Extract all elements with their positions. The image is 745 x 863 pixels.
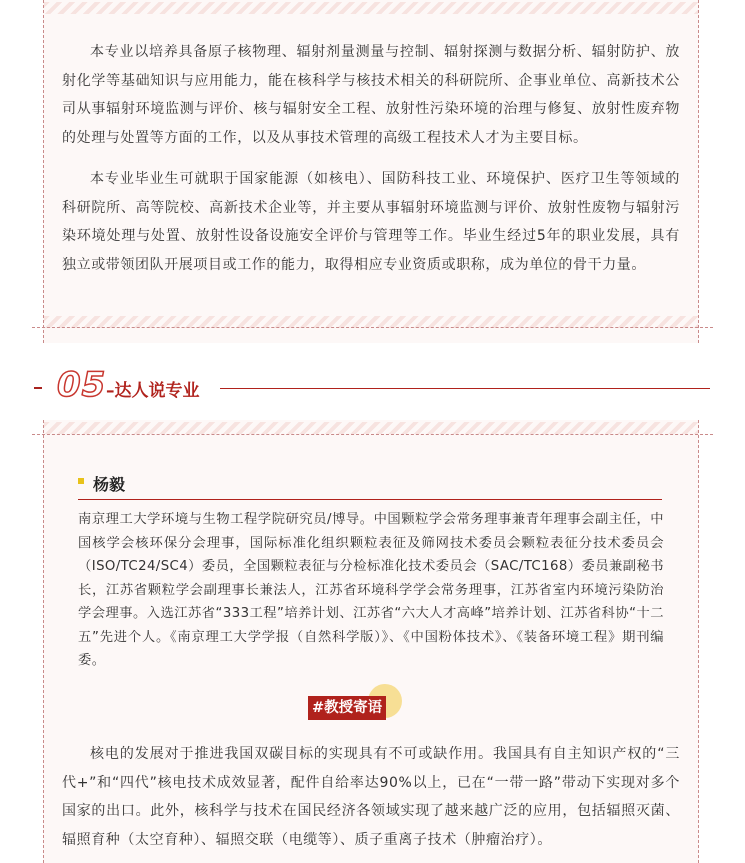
intro-card-bottom-border xyxy=(32,327,713,328)
section-number: 05 xyxy=(57,365,107,405)
expert-name: 杨毅 xyxy=(93,475,126,494)
name-underline xyxy=(78,499,662,500)
intro-paragraph-1: 本专业以培养具备原子核物理、辐射剂量测量与控制、辐射探测与数据分析、辐射防护、放射化学等基础知识与应用能力，能在核科学与核技术相关的科研院所、企事业单位、高新技术公司从事辐射环境监测与评价、核与辐射安全工程、放射性污染环境的治理与修复、放射性废弃物的处理与处置等方面的工作，以及从事技术管理的高级工程技术人才为主要目标。 xyxy=(62,44,680,146)
card-top-stripe xyxy=(44,2,698,14)
tag-wrapper xyxy=(308,696,438,722)
section-rule xyxy=(220,388,710,389)
professor-message-tag: #教授寄语 xyxy=(308,696,386,720)
section-title: –达人说专业 xyxy=(106,381,200,401)
section-dash xyxy=(34,387,42,389)
expert-bio: 南京理工大学环境与生物工程学院研究员/博导。中国颗粒学会常务理事兼青年理事会副主任，中国核学会核环保分会理事，国际标准化组织颗粒表征及筛网技术委员会颗粒表征分技术委员会（ISO/TC24/SC4）委员，全国颗粒表征与分检标准化技术委员会（SAC/TC168）委员兼副秘书长，江苏省颗粒学会副理事长兼法人，江苏省环境科学学会常务理事，江苏省室内环境污染防治学会理事。入选江苏省“333工程”培养计划、江苏省“六大人才高峰”培养计划、江苏省科协“十二五”先进个人。《南京理工大学学报（自然科学版）》、《中国粉体技术》、《装备环境工程》期刊编委。 xyxy=(78,512,664,668)
section-title-text: 达人说专业 xyxy=(114,381,200,401)
expert-card-top-border xyxy=(32,434,713,435)
name-marker xyxy=(78,478,84,484)
professor-message: 核电的发展对于推进我国双碳目标的实现具有不可或缺作用。我国具有自主知识产权的“三代+”和“四代”核电技术成效显著，配件自给率达90%以上，已在“一带一路”带动下实现对多个国家的出口。此外，核科学与技术在国民经济各领域实现了越来越广泛的应用，包括辐照灭菌、辐照育种（太空育种）、辐照交联（电缆等）、质子重离子技术（肿瘤治疗）。 xyxy=(62,746,680,848)
section-header xyxy=(0,360,745,415)
intro-paragraph-2: 本专业毕业生可就职于国家能源（如核电）、国防科技工业、环境保护、医疗卫生等领域的科研院所、高等院校、高新技术企业等，并主要从事辐射环境监测与评价、放射性废物与辐射污染环境处理与处置、放射性设备设施安全评价与管理等工作。毕业生经过5年的职业发展，具有独立或带领团队开展项目或工作的能力，取得相应专业资质或职称，成为单位的骨干力量。 xyxy=(62,171,680,273)
expert-card-stripe xyxy=(44,422,698,434)
